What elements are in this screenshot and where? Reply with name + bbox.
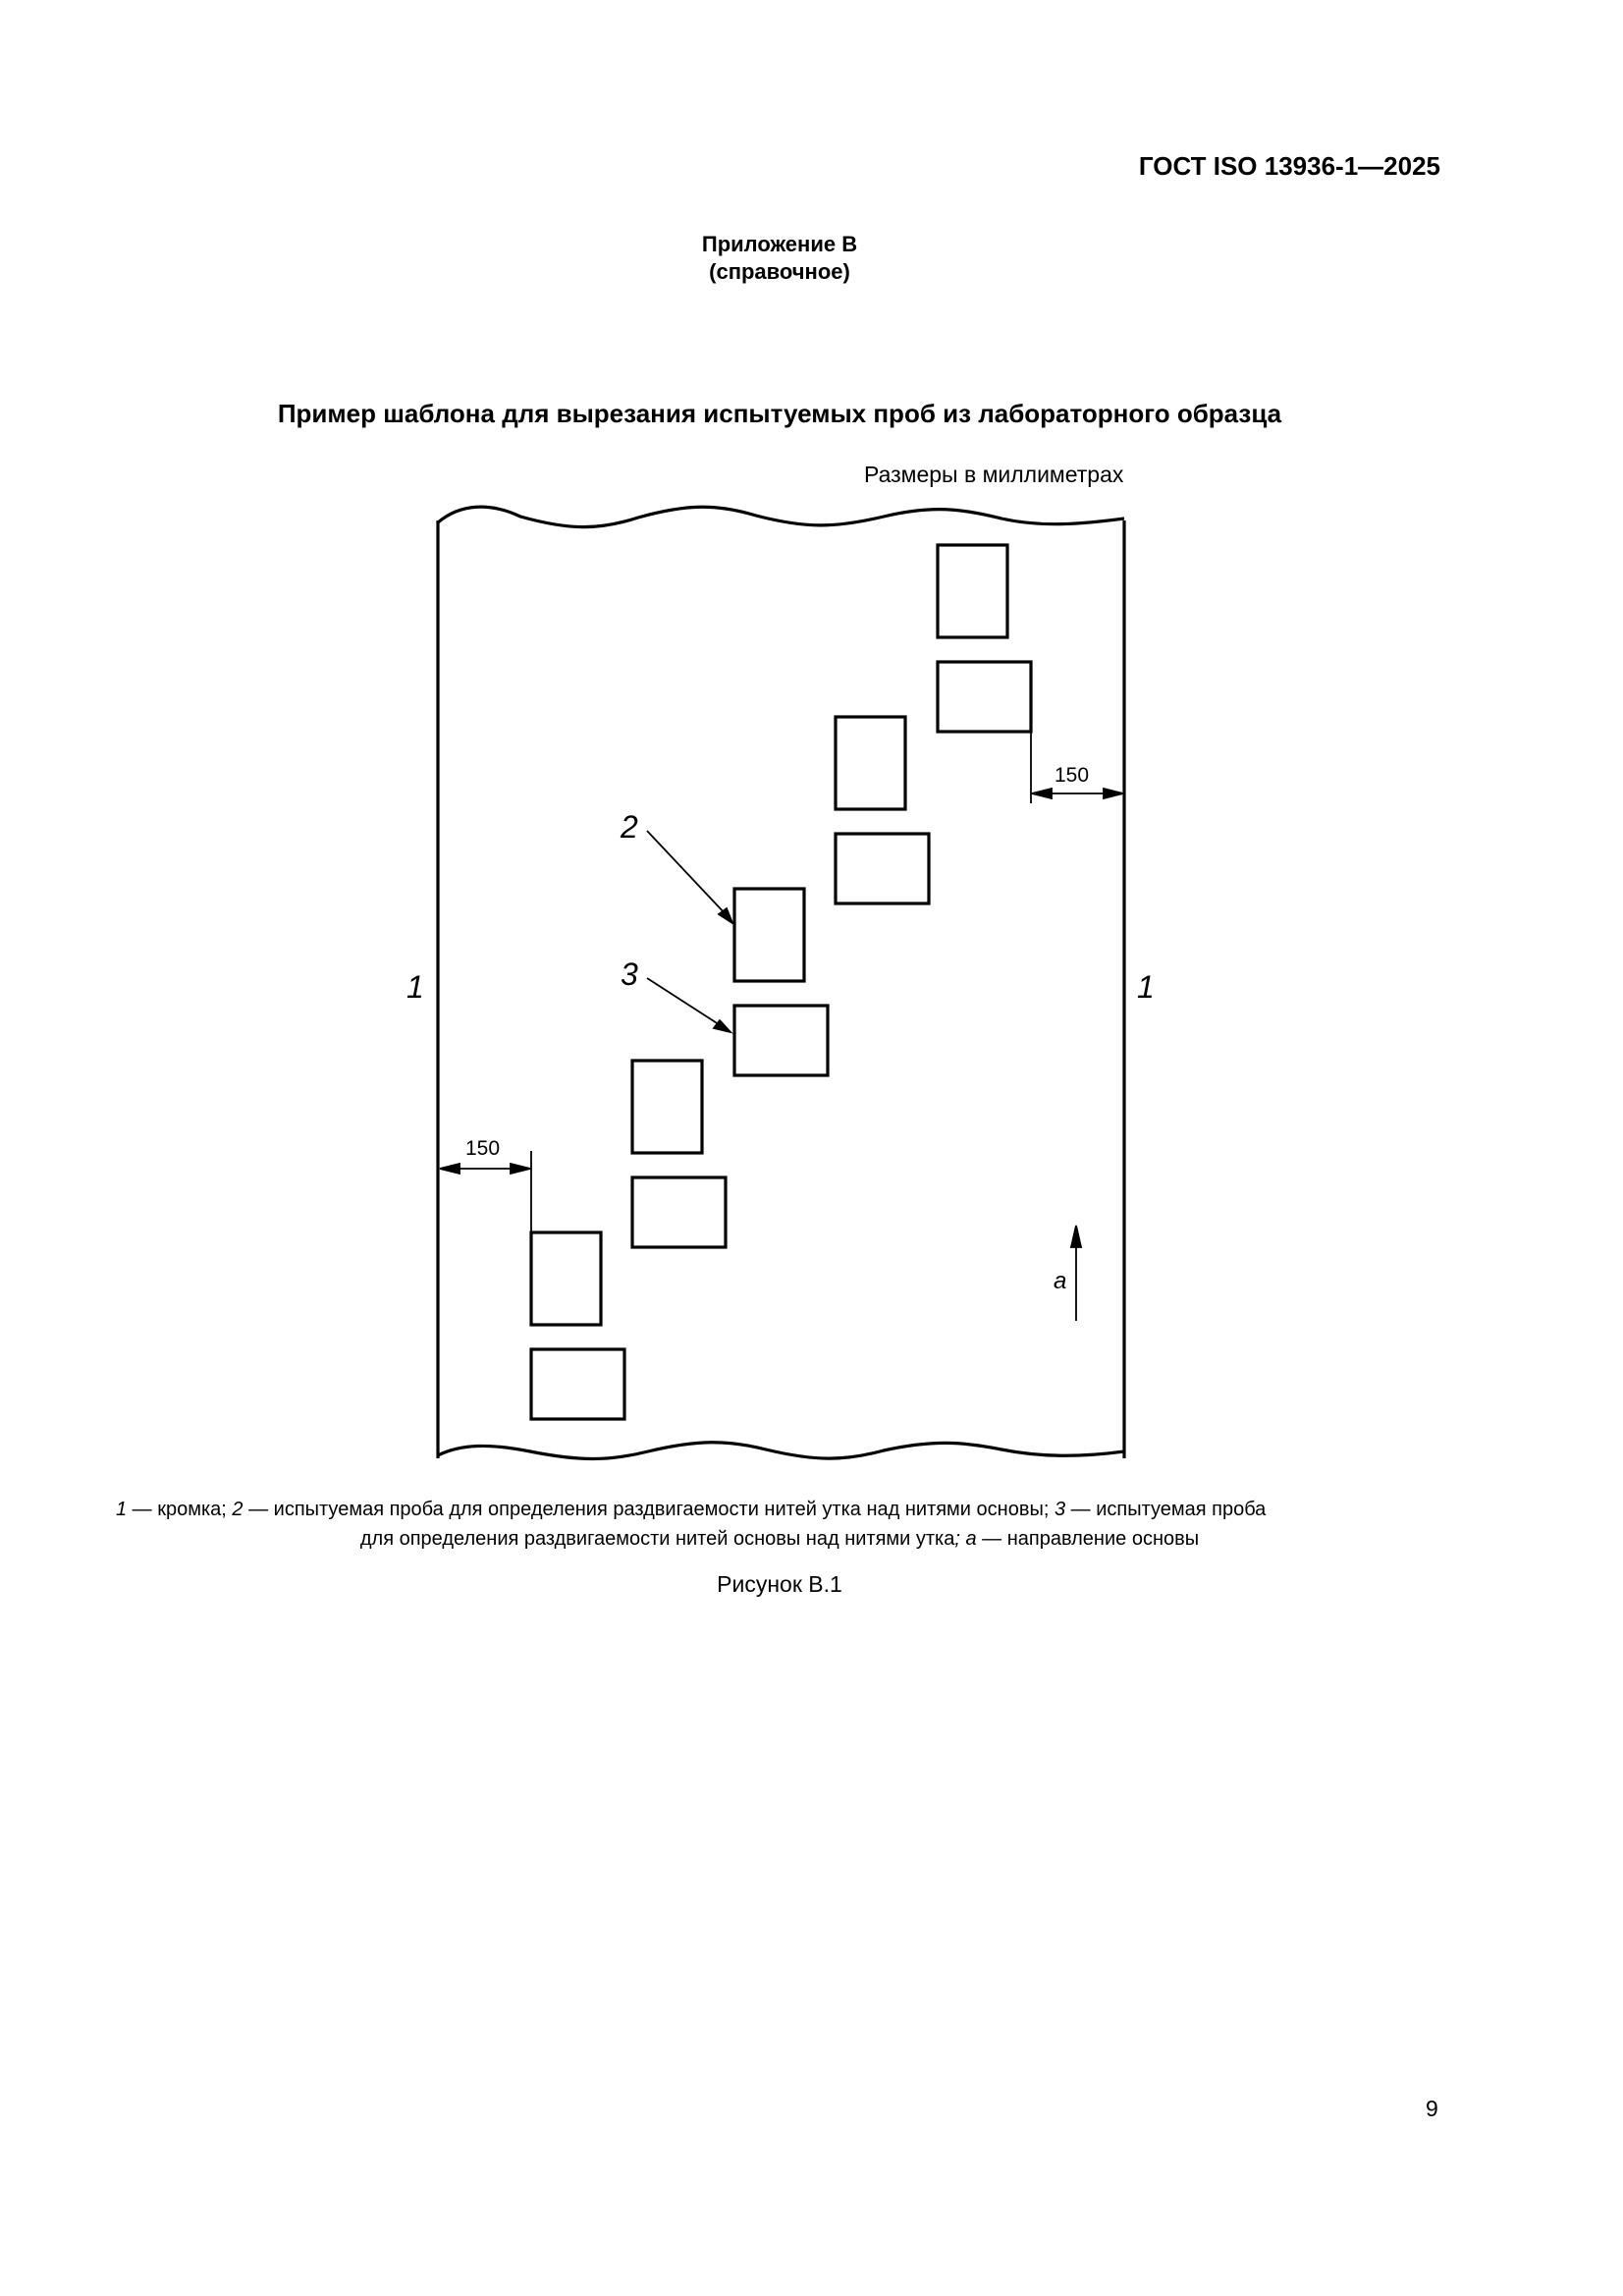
legend-num-1: 1 xyxy=(116,1499,128,1520)
legend-text-4: для определения раздвигаемости нитей основы над нитями утка xyxy=(359,1528,955,1550)
dimension-arrow-right-b xyxy=(1104,789,1123,798)
legend-line-2 xyxy=(116,1524,1443,1554)
weft-specimen-4 xyxy=(632,1061,702,1153)
label-edge-left: 1 xyxy=(406,969,424,1005)
warp-direction-arrowhead xyxy=(1071,1226,1081,1247)
warp-specimen-5 xyxy=(531,1349,624,1419)
leader-arrow-2 xyxy=(719,908,732,923)
annex-kind: (справочное) xyxy=(709,259,850,284)
legend-num-2: 2 xyxy=(232,1499,243,1520)
dimension-arrow-left-a xyxy=(440,1164,460,1174)
warp-specimen-3 xyxy=(734,1006,828,1075)
dimension-value-left: 150 xyxy=(465,1137,501,1160)
dimensions-note: Размеры в миллиметрах xyxy=(864,462,1124,487)
leader-line-2 xyxy=(647,831,727,915)
top-wavy-edge xyxy=(438,507,1124,526)
weft-specimen-5 xyxy=(531,1232,601,1325)
legend-text-2: — испытуемая проба для определения раздвигаемости нитей утка над нитями основы; xyxy=(243,1499,1055,1520)
bottom-wavy-edge xyxy=(438,1443,1124,1459)
page-number: 9 xyxy=(1426,2096,1438,2121)
label-warp-sample: 3 xyxy=(621,957,638,992)
label-direction: а xyxy=(1054,1268,1067,1294)
legend-text-5: — направление основы xyxy=(976,1528,1200,1550)
dimension-value-right: 150 xyxy=(1055,764,1090,787)
figure-title: Пример шаблона для вырезания испытуемых проб из лабораторного образца xyxy=(277,399,1282,428)
dimension-arrow-left-b xyxy=(511,1164,530,1174)
legend-text-3: — испытуемая проба xyxy=(1065,1499,1267,1520)
standard-designation: ГОСТ ISO 13936-1—2025 xyxy=(1138,151,1440,181)
figure-legend xyxy=(116,1495,1443,1554)
figure-caption: Рисунок В.1 xyxy=(717,1571,842,1597)
warp-specimen-1 xyxy=(938,662,1031,732)
legend-line-1 xyxy=(116,1495,1443,1524)
legend-num-4: ; а xyxy=(954,1528,977,1550)
warp-specimen-4 xyxy=(632,1177,726,1247)
annex-title: Приложение В xyxy=(701,232,858,256)
legend-num-3: 3 xyxy=(1054,1499,1066,1520)
weft-specimen-1 xyxy=(938,545,1007,637)
weft-specimen-3 xyxy=(734,889,804,981)
dimension-arrow-right-a xyxy=(1032,789,1052,798)
label-weft-sample: 2 xyxy=(621,809,638,845)
legend-text-1: — кромка; xyxy=(127,1499,233,1520)
weft-specimen-2 xyxy=(836,717,905,809)
label-edge-right: 1 xyxy=(1137,969,1155,1005)
leader-line-3 xyxy=(647,978,722,1026)
warp-specimen-2 xyxy=(836,834,929,903)
